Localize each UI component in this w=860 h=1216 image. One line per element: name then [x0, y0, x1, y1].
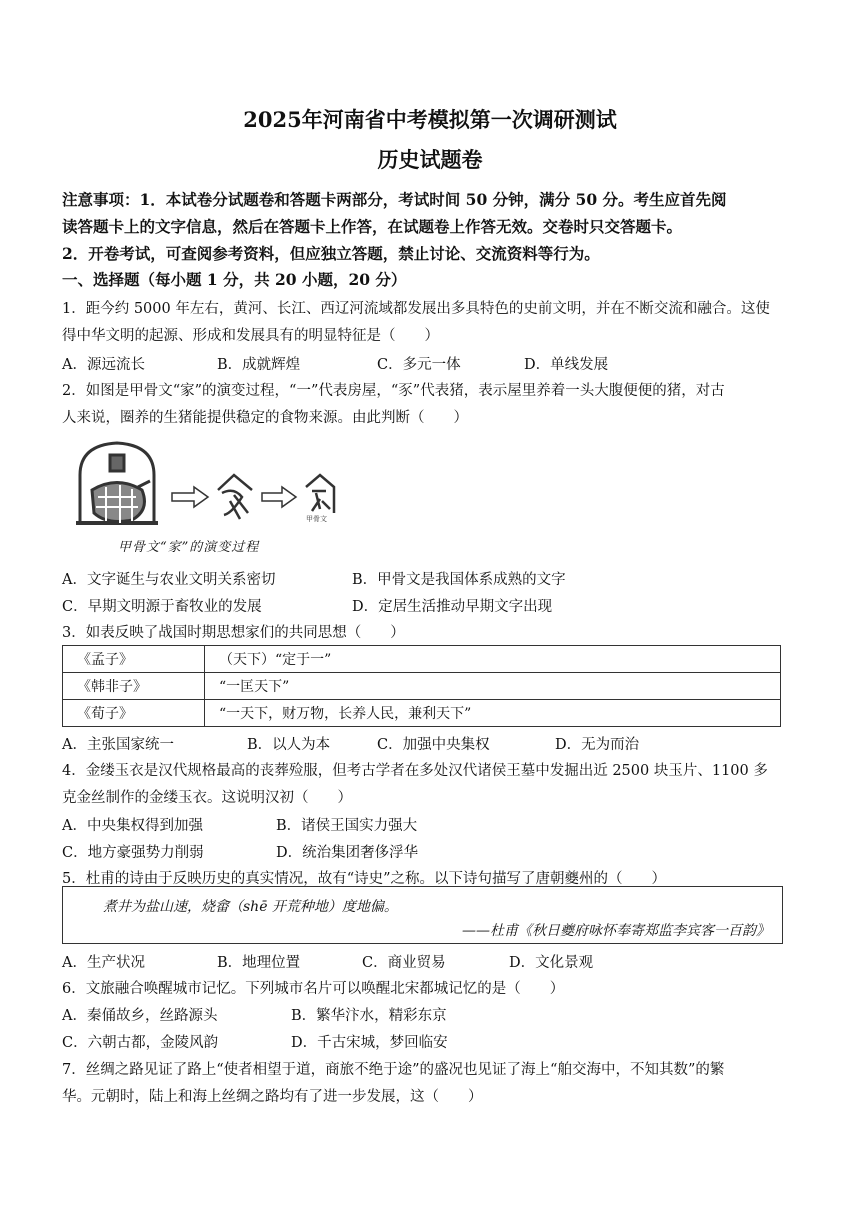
q2-option-d: D．定居生活推动早期文字出现 — [352, 599, 553, 615]
table-row — [63, 646, 781, 673]
arrow-icon — [172, 487, 208, 507]
q3-option-a: A．主张国家统一 — [62, 737, 174, 753]
table-cell-book: 《韩非子》 — [63, 673, 205, 700]
arrow-icon — [262, 487, 296, 507]
q2-stem-line-1: 2．如图是甲骨文“家”的演变过程，“一”代表房屋，“豕”代表猪，表示屋里养着一头大腹便便的猪，对古 — [62, 383, 725, 399]
table-row — [63, 700, 781, 727]
q6-option-d: D．千古宋城，梦回临安 — [291, 1035, 448, 1051]
table-cell-book: 《孟子》 — [63, 646, 205, 673]
q6-option-a: A．秦俑故乡，丝路源头 — [62, 1008, 218, 1024]
q2-option-c: C．早期文明源于畜牧业的发展 — [62, 599, 262, 615]
notes-line-1: 注意事项：1．本试卷分试题卷和答题卡两部分，考试时间 50 分钟，满分 50 分。考生应首先阅 — [62, 190, 727, 209]
q1-option-d: D．单线发展 — [524, 357, 609, 373]
q5-poem-line: 煮井为盐山速，烧畲（shē 开荒种地）度地偏。 — [103, 899, 398, 915]
q5-option-a: A．生产状况 — [62, 955, 145, 971]
exam-title: 2025年河南省中考模拟第一次调研测试 — [243, 107, 617, 132]
table-cell-quote: （天下）“定于一” — [205, 646, 781, 673]
table-cell-quote: “一天下，财万物，长养人民，兼利天下” — [205, 700, 781, 727]
q1-stem-line-1: 1．距今约 5000 年左右，黄河、长江、西辽河流域都发展出多具特色的史前文明，并在不断交流和融合。这使 — [62, 301, 770, 317]
q5-stem: 5．杜甫的诗由于反映历史的真实情况，故有“诗史”之称。以下诗句描写了唐朝夔州的（ ） — [62, 871, 667, 887]
q5-poem-box — [62, 886, 783, 944]
q4-option-a: A．中央集权得到加强 — [62, 818, 203, 834]
section-heading: 一、选择题（每小题 1 分，共 20 小题，20 分） — [62, 270, 407, 289]
q2-option-b: B．甲骨文是我国体系成熟的文字 — [352, 572, 566, 588]
house-pictograph — [76, 443, 158, 523]
q4-stem-line-2: 克金丝制作的金缕玉衣。这说明汉初（ ） — [62, 790, 352, 806]
q6-option-b: B．繁华汴水，精彩东京 — [291, 1008, 447, 1024]
q5-option-b: B．地理位置 — [217, 955, 301, 971]
q2-stem-line-2: 人来说，圈养的生猪能提供稳定的食物来源。由此判断（ ） — [62, 410, 468, 426]
notes-line-2: 读答题卡上的文字信息，然后在答题卡上作答，在试题卷上作答无效。交卷时只交答题卡。 — [62, 217, 683, 236]
oracle-bone-glyph — [306, 475, 334, 513]
q6-stem: 6．文旅融合唤醒城市记忆。下列城市名片可以唤醒北宋都城记忆的是（ ） — [62, 981, 565, 997]
q1-option-a: A．源远流长 — [62, 357, 145, 373]
q6-option-c: C．六朝古都，金陵风韵 — [62, 1035, 219, 1051]
q4-option-d: D．统治集团奢侈浮华 — [276, 845, 419, 861]
q3-stem: 3．如表反映了战国时期思想家们的共同思想（ ） — [62, 625, 405, 641]
q4-option-c: C．地方豪强势力削弱 — [62, 845, 204, 861]
q7-stem-line-2: 华。元朝时，陆上和海上丝绸之路均有了进一步发展，这（ ） — [62, 1089, 483, 1105]
q3-option-d: D．无为而治 — [555, 737, 640, 753]
q1-option-b: B．成就辉煌 — [217, 357, 301, 373]
table-cell-book: 《荀子》 — [63, 700, 205, 727]
q1-stem-line-2: 得中华文明的起源、形成和发展具有的明显特征是（ ） — [62, 328, 439, 344]
q3-option-c: C．加强中央集权 — [377, 737, 490, 753]
q4-stem-line-1: 4．金缕玉衣是汉代规格最高的丧葬殓服，但考古学者在多处汉代诸侯王墓中发掘出近 2500 块玉片、1100 多 — [62, 763, 768, 779]
figure-caption: 甲骨文“家”的演变过程 — [118, 540, 260, 555]
transitional-glyph — [218, 475, 252, 519]
exam-subtitle: 历史试题卷 — [377, 147, 483, 172]
figure-label: 甲骨文 — [306, 515, 327, 523]
q5-option-d: D．文化景观 — [509, 955, 594, 971]
q3-option-b: B．以人为本 — [247, 737, 331, 753]
q4-option-b: B．诸侯王国实力强大 — [276, 818, 418, 834]
q2-option-a: A．文字诞生与农业文明关系密切 — [62, 572, 276, 588]
q7-stem-line-1: 7．丝绸之路见证了路上“使者相望于道，商旅不绝于途”的盛况也见证了海上“舶交海中，不知其数”的繁 — [62, 1062, 725, 1078]
notes-line-3: 2．开卷考试，可查阅参考资料，但应独立答题，禁止讨论、交流资料等行为。 — [62, 244, 600, 263]
q5-poem-source: ——杜甫《秋日夔府咏怀奉寄郑监李宾客一百韵》 — [462, 923, 770, 939]
q1-option-c: C．多元一体 — [377, 357, 461, 373]
table-cell-quote: “一匡天下” — [205, 673, 781, 700]
table-row — [63, 673, 781, 700]
q3-table — [62, 645, 781, 727]
q5-option-c: C．商业贸易 — [362, 955, 446, 971]
